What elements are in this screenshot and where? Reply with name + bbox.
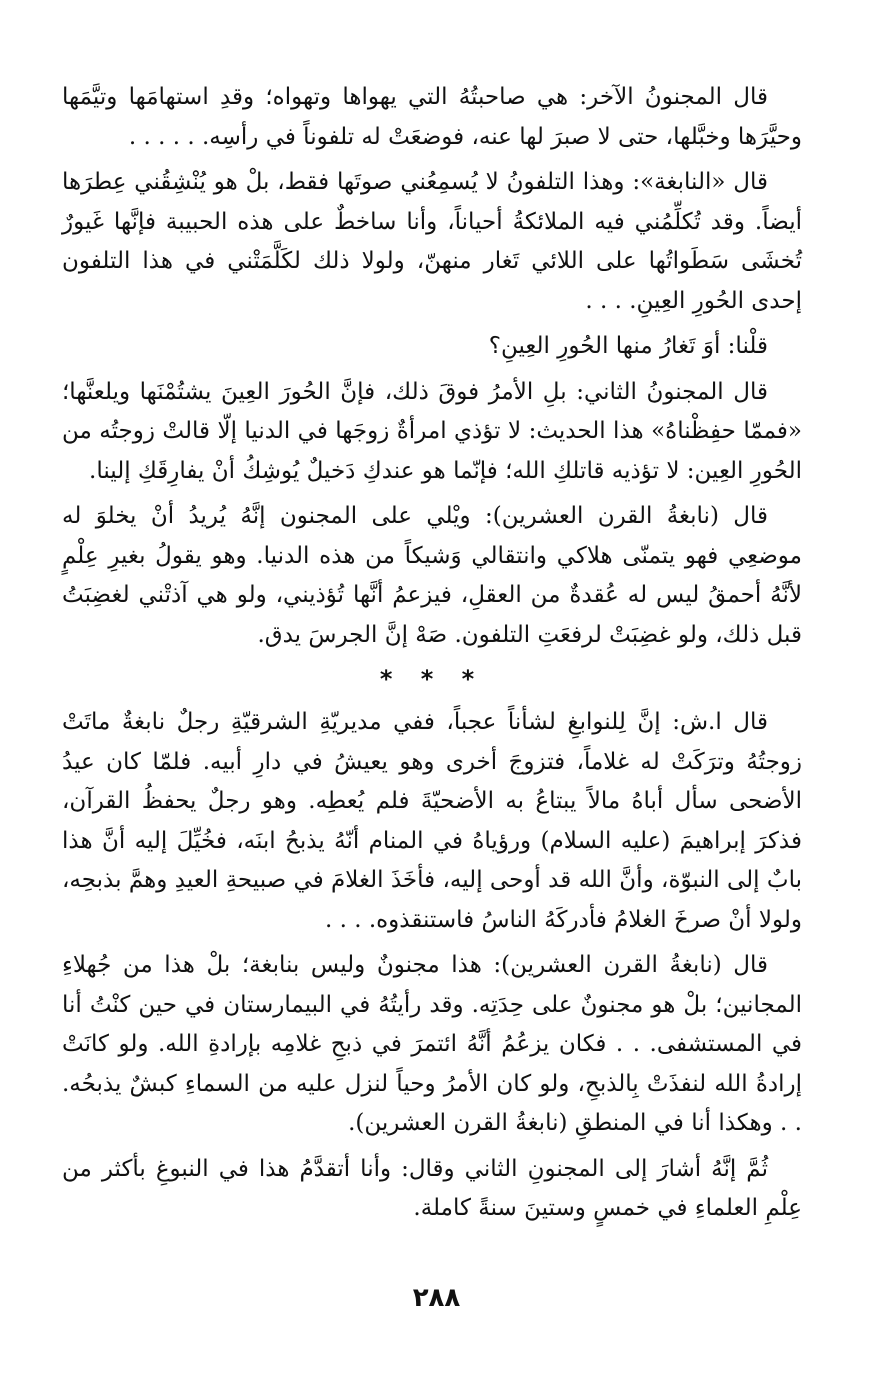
paragraph: قال (نابغةُ القرن العشرين): هذا مجنونٌ وليس بنابغة؛ بلْ هذا من جُهلاءِ المجانين؛ بلْ هو مجنونٌ على حِدَتِه. وقد رأيتُهُ في البيمارستان في حين كنْتُ أنا في المستشفى. . . فكان يزعُمُ أنَّهُ ائتمرَ في ذبحِ غلامِه بإرادةِ الله. ولو كانَتْ إرادةُ الله لنفذَتْ بِالذبحِ، ولو كان الأمرُ وحياً لنزل عليه من السماءِ كبشٌ يذبحُه. . . وهكذا أنا في المنطقِ (نابغةُ القرن العشرين). — [62, 952, 802, 1136]
paragraph: قال ا.ش: إنَّ لِلنوابغِ لشأناً عجباً، ففي مديريّةِ الشرقيّةِ رجلٌ نابغةٌ ماتَتْ زوجتُهُ وترَكَتْ له غلاماً، فتزوجَ أخرى وهو يعيشُ في دارِ أبيه. فلمّا كان عيدُ الأضحى سأل أباهُ مالاً يبتاعُ به الأضحيّةَ فلم يُعطِه. وهو رجلٌ يحفظُ القرآن، فذكرَ إبراهيمَ (عليه السلام) ورؤياهُ في المنام أنّهُ يذبحُ ابنَه، فخُيِّلَ إليه أنَّ هذا بابٌ إلى النبوّة، وأنَّ الله قد أوحى إليه، فأخَذَ الغلامَ في صبيحةِ العيدِ وهمَّ بذبحِه، ولولا أنْ صرخَ الغلامُ فأدركَهُ الناسُ فاستنقذوه. . . . — [62, 709, 802, 933]
section-separator: * * * — [379, 665, 485, 693]
paragraph: قال المجنونُ الثاني: بلِ الأمرُ فوقَ ذلك، فإنَّ الحُورَ العِينَ يشتُمْنَها ويلعنَّها؛ «فممّا حفِظْناهُ» هذا الحديث: لا تؤذي امرأةٌ زوجَها في الدنيا إلّا قالتْ زوجتُه من الحُورِ العِين: لا تؤذيه قاتلكِ الله؛ فإنّما هو عندكِ دَخيلٌ يُوشِكُ أنْ يفارِقَكِ إلينا. — [62, 378, 802, 484]
paragraph: قال المجنونُ الآخر: هي صاحبتُهُ التي يهواها وتهواه؛ وقدِ استهامَها وتيَّمَها وحيَّرَها وخبَّلها، حتى لا صبرَ لها عنه، فوضعَتْ له تلفوناً في رأسِه. . . . . . — [62, 84, 802, 150]
page-number: ٢٨٨ — [412, 1283, 461, 1313]
paragraph: قلْنا: أوَ تَغارُ منها الحُورِ العِينِ؟ — [488, 333, 768, 359]
text-column — [62, 78, 802, 1235]
paragraph: قال «النابغة»: وهذا التلفونُ لا يُسمِعُني صوتَها فقط، بلْ هو يُنْشِقُني عِطرَها أيضاً. وقد تُكلِّمُني فيه الملائكةُ أحياناً، وأنا ساخطٌ على هذه الحبيبة فإنَّها غَيورٌ تُخشَى سَطَواتُها على اللائي تَغار منهنّ، ولولا ذلك لكَلَّمَتْني في هذا التلفون إحدى الحُورِ العِينِ. . . . — [62, 169, 802, 314]
paragraph: قال (نابغةُ القرن العشرين): ويْلي على المجنون إنَّهُ يُريدُ أنْ يخلوَ له موضعِي فهو يتمنّى هلاكي وانتقالي وَشيكاً من هذه الدنيا. وهو يقولُ بغيرِ عِلْمٍ لأنَّهُ أحمقُ ليس له عُقدةٌ من العقلِ، فيزعمُ أنَّها تُؤذيني، ولو هي آذتْني لغضِبَتُ قبل ذلك، ولو غضِبَتْ لرفعَتِ التلفون. صَهْ إنَّ الجرسَ يدق. — [62, 503, 802, 648]
paragraph: ثُمَّ إنَّهُ أشارَ إلى المجنونِ الثاني وقال: وأنا أتقدَّمُ هذا في النبوغِ بأكثر من عِلْمِ العلماءِ في خمسٍ وستينَ سنةً كاملة. — [62, 1155, 802, 1221]
